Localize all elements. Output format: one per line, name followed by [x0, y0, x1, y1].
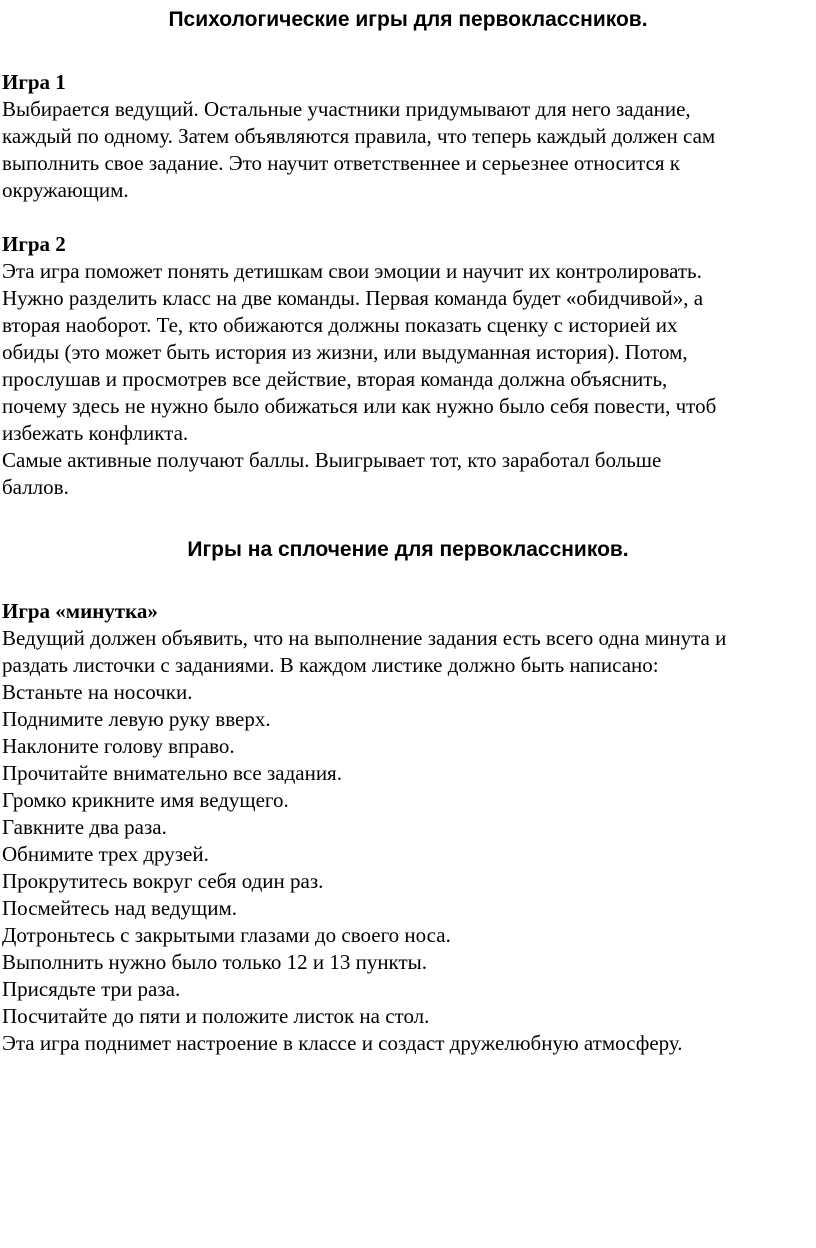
text-line: Эта игра поможет понять детишкам свои эмоции и научит их контролировать. [2, 259, 702, 283]
game3-text [2, 625, 814, 1057]
list-item: Гавкните два раза. [2, 815, 167, 839]
text-line: обиды (это может быть история из жизни, или выдуманная история). Потом, [2, 340, 688, 364]
list-item: Поднимите левую руку вверх. [2, 707, 271, 731]
list-item: Дотроньтесь с закрытыми глазами до своего носа. [2, 923, 451, 947]
text-line: каждый по одному. Затем объявляются правила, что теперь каждый должен сам [2, 124, 716, 148]
text-line: раздать листочки с заданиями. В каждом листике должно быть написано: [2, 653, 659, 677]
list-item: Обнимите трех друзей. [2, 842, 209, 866]
text-line: выполнить свое задание. Это научит ответственнее и серьезнее относится к [2, 151, 680, 175]
text-line: прослушав и просмотрев все действие, вторая команда должна объяснить, [2, 367, 668, 391]
list-item: Посчитайте до пяти и положите листок на стол. [2, 1004, 430, 1028]
list-item: Прочитайте внимательно все задания. [2, 761, 342, 785]
game1-text [2, 96, 814, 204]
list-item: Присядьте три раза. [2, 977, 181, 1001]
text-line: Ведущий должен объявить, что на выполнение задания есть всего одна минута и [2, 626, 727, 650]
text-line: вторая наоборот. Те, кто обижаются должны показать сценку с историей их [2, 313, 678, 337]
game1-heading: Игра 1 [2, 70, 66, 94]
list-item: Посмейтесь над ведущим. [2, 896, 237, 920]
game2-text [2, 258, 814, 501]
text-line: Эта игра поднимет настроение в классе и создаст дружелюбную атмосферу. [2, 1031, 683, 1055]
list-item: Встаньте на носочки. [2, 680, 193, 704]
text-line: окружающим. [2, 178, 129, 202]
list-item: Громко крикните имя ведущего. [2, 788, 289, 812]
list-item: Наклоните голову вправо. [2, 734, 235, 758]
text-line: баллов. [2, 475, 69, 499]
page-title: Психологические игры для первоклассников. [168, 8, 648, 31]
text-line: почему здесь не нужно было обижаться или как нужно было себя повести, чтоб [2, 394, 717, 418]
game2-heading: Игра 2 [2, 232, 66, 256]
section-title: Игры на сплочение для первоклассников. [187, 538, 629, 561]
list-item: Прокрутитесь вокруг себя один раз. [2, 869, 324, 893]
game3-heading: Игра «минутка» [2, 599, 158, 623]
list-item: Выполнить нужно было только 12 и 13 пункты. [2, 950, 428, 974]
text-line: Нужно разделить класс на две команды. Первая команда будет «обидчивой», а [2, 286, 704, 310]
text-line: Самые активные получают баллы. Выигрывает тот, кто заработал больше [2, 448, 662, 472]
text-line: избежать конфликта. [2, 421, 189, 445]
text-line: Выбирается ведущий. Остальные участники придумывают для него задание, [2, 97, 691, 121]
